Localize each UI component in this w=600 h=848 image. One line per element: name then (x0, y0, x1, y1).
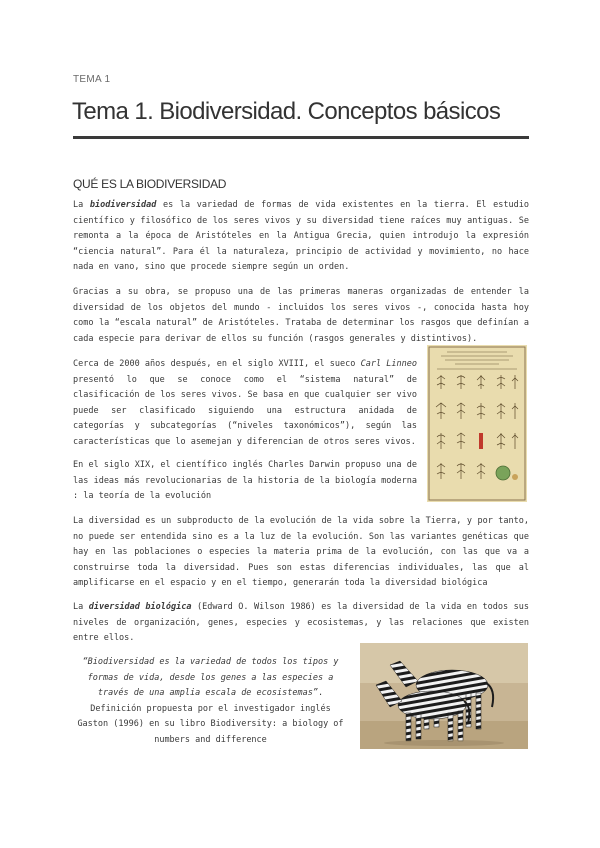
p3-start: Cerca de 2000 años después, en el siglo XVIII, el sueco (73, 359, 361, 369)
zebras-photo-image (360, 643, 528, 749)
quote-italic: “Biodiversidad es la variedad de todos los tipos y formas de vida, desde los genes a las especies a través de una amplia escala de ecosistemas” (82, 657, 339, 698)
section-title: QUÉ ES LA BIODIVERSIDAD (73, 177, 227, 191)
p1-start: La (73, 200, 90, 210)
paragraph-evolucion: La diversidad es un subproducto de la evolución de la vida sobre la Tierra, y por tanto, no puede ser entendida sino es a la luz de la evolución. Son las variantes genéticas que hay en las poblaciones o especies la materia prima de la evolución, con las que va a construirse toda la diversidad. Pues son estas diferencias individuales, las que al amplificarse en el espacio y en el tiempo, generarán toda la diversidad biológica (73, 516, 529, 588)
p1-rest: es la variedad de formas de vida existentes en la tierra. El estudio científico y filosófico de los seres vivos y su diversidad tiene raíces muy antiguas. Se remonta a la época de Aristóteles en la Antigua Grecia, quien introdujo la expresión “ciencia natural”. Para él la naturaleza, principio de actividad y movimiento, no hace nada en vano, sino que procede siempre según un orden. (73, 200, 529, 272)
title-divider (73, 136, 529, 139)
term-biodiversidad: biodiversidad (89, 200, 157, 210)
chapter-kicker: TEMA 1 (73, 74, 111, 85)
p3-rest: presentó lo que se conoce como el “sistema natural” de clasificación de los seres vivos. Se basa en que cualquier ser vivo puede ser clasificado siguiendo una estructura anidada de categorías y subcategorías (“niveles taxonómicos”), según las características que lo asemejan y diferencian de otros seres vivos. (73, 374, 417, 447)
p6-start: La (73, 602, 89, 612)
definition-quote (73, 655, 348, 748)
paragraph-linneo (73, 357, 417, 450)
name-carl-linneo: Carl Linneo (360, 359, 417, 369)
term-diversidad-biologica: diversidad biológica (88, 602, 192, 612)
paragraph-intro (73, 198, 529, 276)
page-title: Tema 1. Biodiversidad. Conceptos básicos (72, 98, 501, 125)
paragraph-darwin: En el siglo XIX, el científico inglés Charles Darwin propuso una de las ideas más revolucionarias de la historia de la biología moderna : la teoría de la evolución (73, 460, 417, 501)
botanical-classification-plate-image (427, 345, 527, 502)
quote-rest: . Definición propuesta por el investigador inglés Gaston (1996) en su libro Biodiversity: a biology of numbers and difference (77, 688, 344, 745)
paragraph-wilson (73, 600, 529, 647)
paragraph-aristoteles: Gracias a su obra, se propuso una de las primeras maneras organizadas de entender la diversidad de los objetos del mundo - incluidos los seres vivos -, conocida hasta hoy como la “escala natural” de Aristóteles. Trataba de determinar los rasgos que definían a cada especie para derivar de ellos su función (rasgos generales y distintivos). (73, 287, 529, 344)
p6-rest: (Edward O. Wilson 1986) es la diversidad de la vida en todos sus niveles de organización, genes, especies y ecosistemas, y las relaciones que existen entre ellos. (73, 602, 529, 643)
